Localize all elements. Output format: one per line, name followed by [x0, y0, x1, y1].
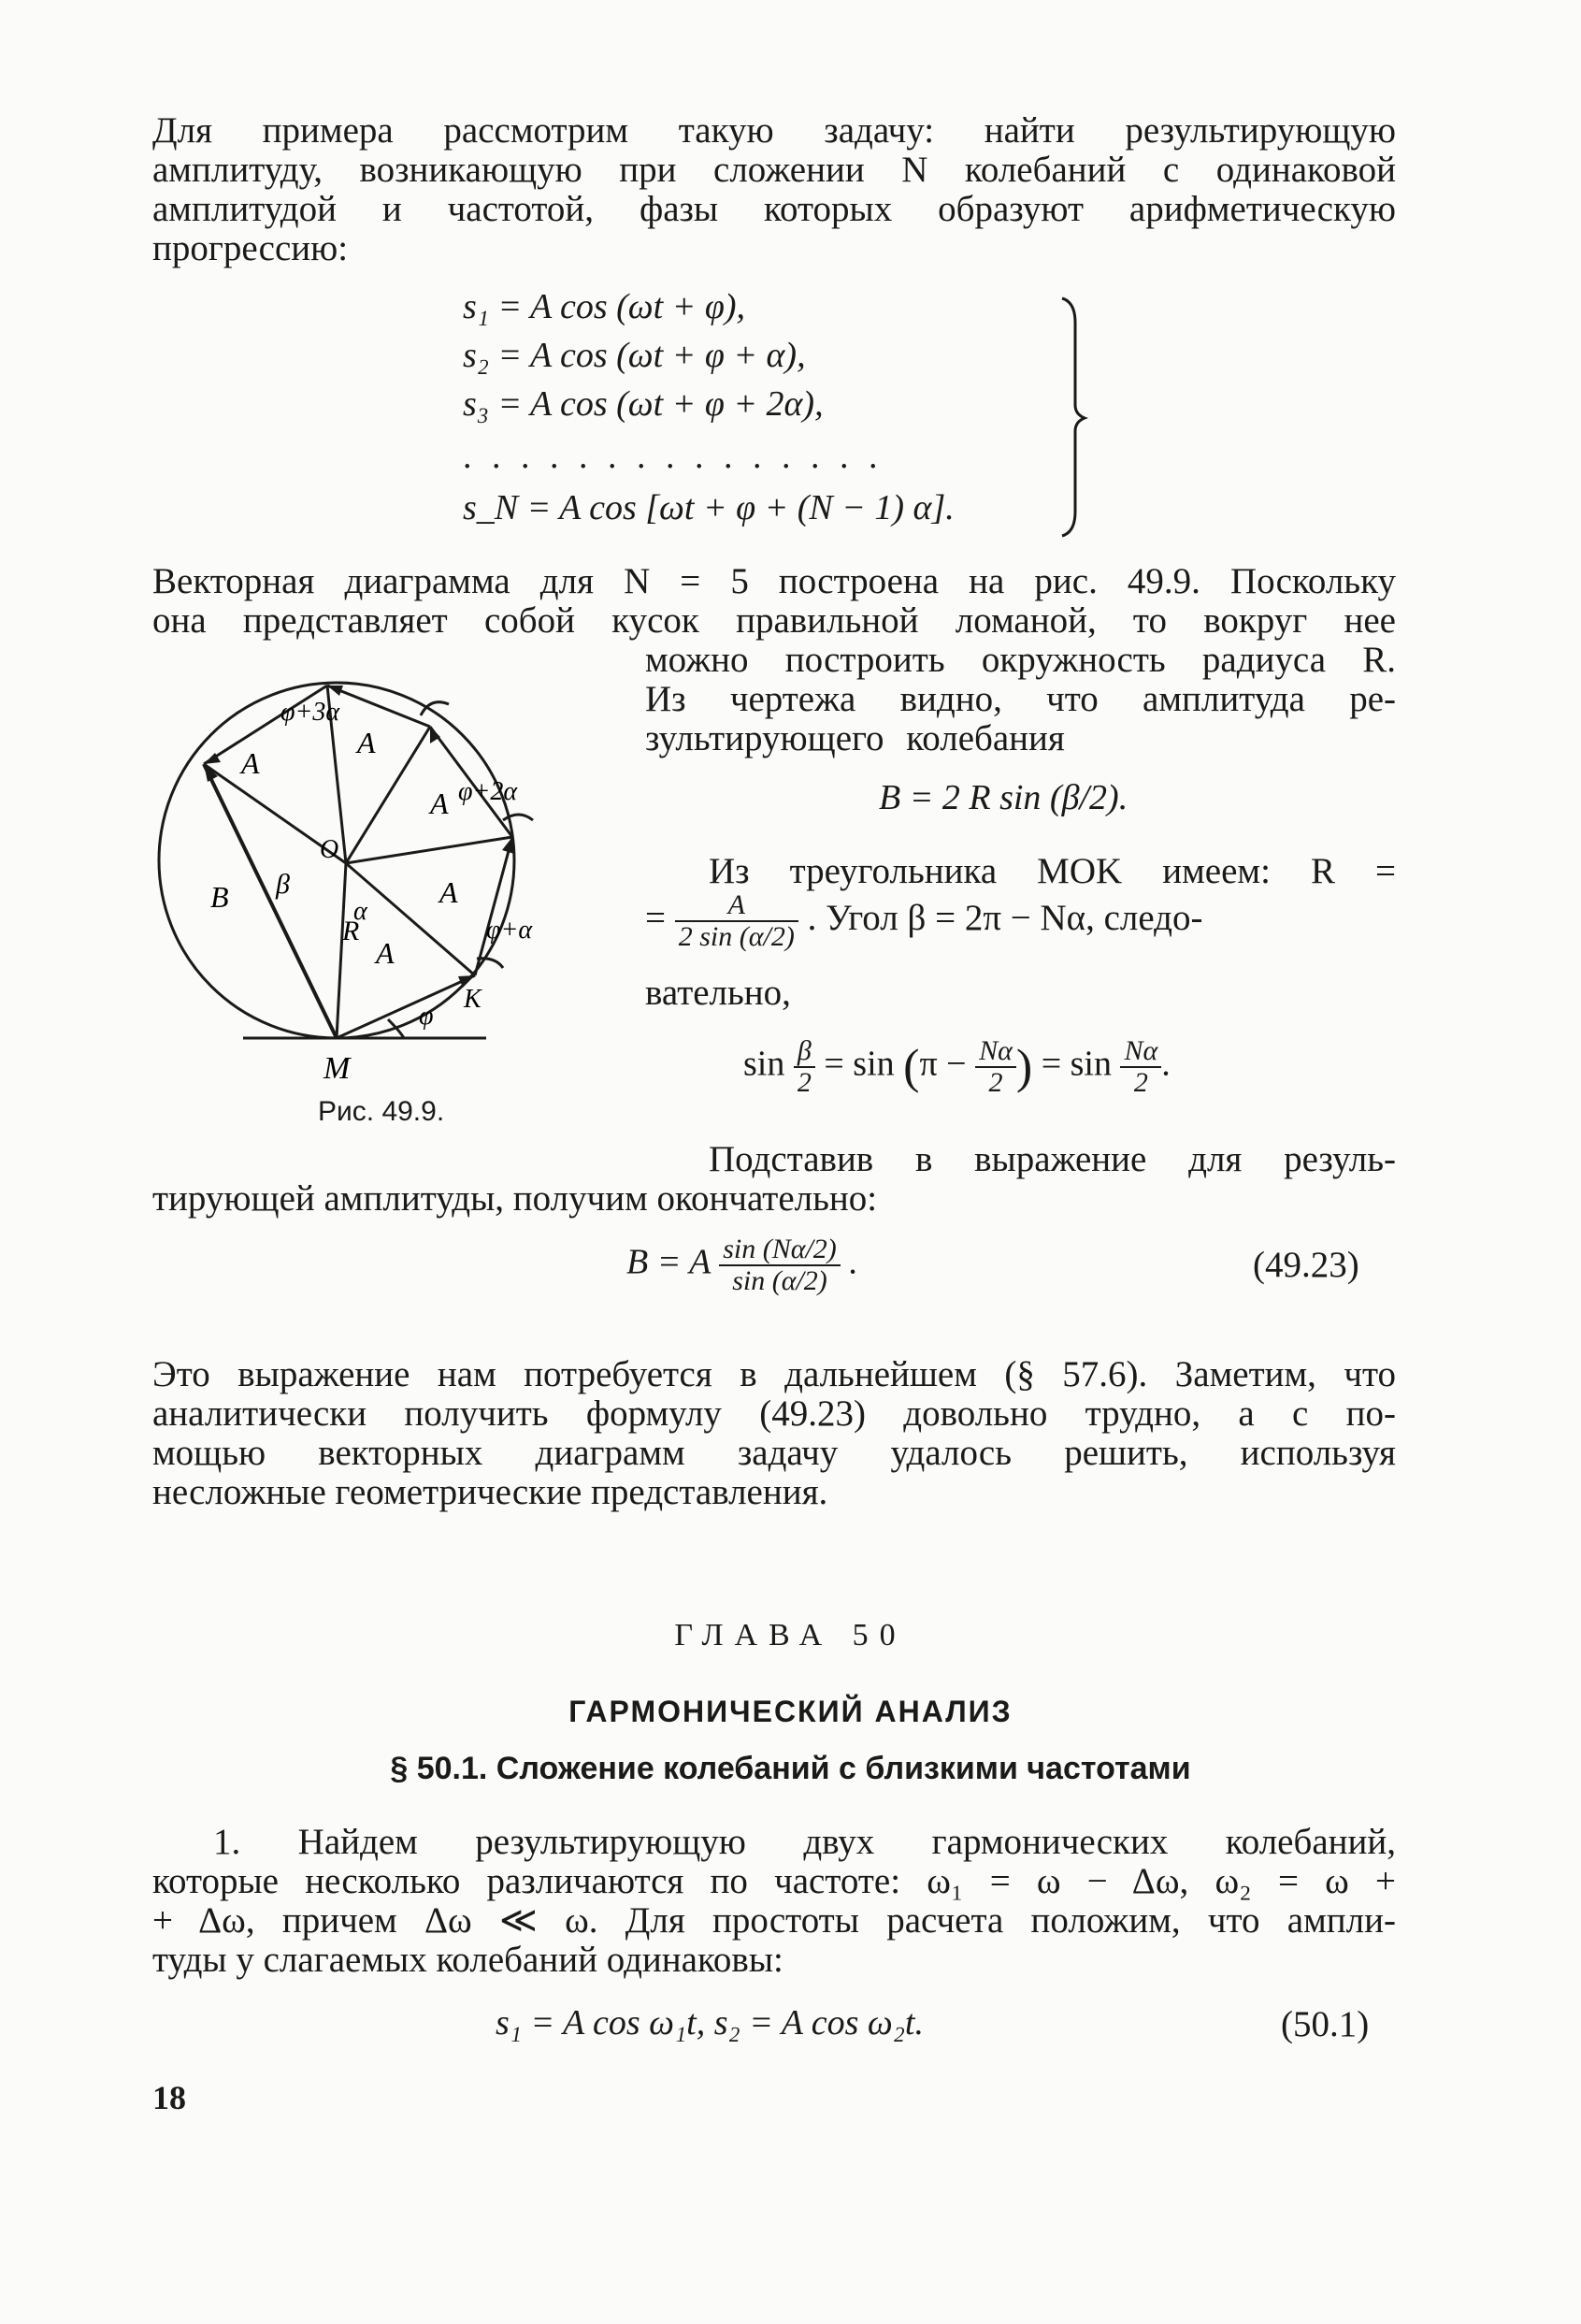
para4-line-3: + Δω, причем Δω ≪ ω. Для простоты расчета положим, что ампли-: [152, 1900, 1396, 1941]
subst-line-1: Подставив в выражение для резуль-: [709, 1139, 1396, 1179]
system-brace: [1056, 295, 1094, 538]
fraction-a-over-sin: $\frac{A}{2 \sin (\alpha/2)}$: [675, 890, 798, 952]
para2-line-2: она представляет собой кусок правильной ломаной, то вокруг нее: [152, 600, 1396, 641]
intro-line-2: амплитуду, возникающую при сложении N колебаний с одинаковой: [152, 150, 1396, 190]
figure-caption: Рис. 49.9.: [318, 1096, 445, 1127]
intro-line-4: прогрессию:: [152, 228, 349, 268]
angle-text: . Угол β = 2π − Nα, следо-: [807, 897, 1203, 938]
para4-line-1: 1. Найдем результирующую двух гармонических колебаний,: [213, 1822, 1396, 1862]
triangle-text: Из треугольника MOK имеем: R =: [709, 851, 1396, 891]
chapter-title: ГАРМОНИЧЕСКИЙ АНАЛИЗ: [568, 1695, 1013, 1728]
equation-50-1: s₁ = A cos ω₁t, s₂ = A cos ω₂t.: [496, 2003, 924, 2043]
label-m: M: [323, 1051, 351, 1086]
label-a-5: A: [376, 936, 395, 970]
system-row-1: s₁ = A cos (ωt + φ),: [463, 287, 745, 326]
para2-right-1: можно построить окружность радиуса R.: [645, 640, 1396, 680]
label-a-2: A: [357, 726, 376, 759]
subst-line-2: тирующей амплитуды, получим окончательно:: [152, 1178, 878, 1219]
angle-text-2: вательно,: [645, 973, 791, 1013]
system-row-3: s₃ = A cos (ωt + φ + 2α),: [463, 384, 824, 424]
equation-49-23: B = A $\frac{\sin (N\alpha/2)}{\sin (\alpha/2)}$ .: [626, 1234, 858, 1296]
label-a-3: A: [430, 787, 449, 820]
para3-line-2: аналитически получить формулу (49.23) довольно трудно, а с по-: [152, 1393, 1396, 1434]
para3-line-3: мощью векторных диаграмм задачу удалось решить, используя: [152, 1433, 1396, 1473]
para2-line-1: Векторная диаграмма для N = 5 построена на рис. 49.9. Поскольку: [152, 561, 1396, 601]
para3-line-4: несложные геометрические представления.: [152, 1472, 828, 1512]
label-a-1: A: [241, 746, 260, 780]
system-row-n: s_N = A cos [ωt + φ + (N − 1) α].: [463, 488, 955, 527]
label-phi-plus-alpha: φ+α: [486, 916, 533, 945]
para4-line-4: туды у слагаемых колебаний одинаковы:: [152, 1940, 783, 1980]
system-row-2: s₂ = A cos (ωt + φ + α),: [463, 336, 806, 375]
label-b: B: [210, 880, 229, 914]
label-phi-plus-2alpha: φ+2α: [458, 777, 518, 806]
label-beta: β: [276, 869, 290, 900]
label-phi: φ: [419, 1002, 434, 1031]
intro-line-1: Для примера рассмотрим такую задачу: найти результирующую: [152, 110, 1396, 151]
page-number: 18: [152, 2079, 186, 2116]
equation-number-49-23: (49.23): [1253, 1245, 1359, 1285]
para2-right-2: Из чертежа видно, что амплитуда ре-: [645, 679, 1396, 719]
label-alpha: α: [353, 897, 367, 926]
triangle-formula-line: = $\frac{A}{2 \sin (\alpha/2)}$ . Угол β = 2π − Nα, следо-: [645, 889, 1203, 952]
vector-diagram-figure: [150, 659, 636, 1108]
system-row-dots: . . . . . . . . . . . . . . .: [463, 437, 884, 476]
label-r: R: [342, 916, 360, 946]
chapter-label: ГЛАВА 50: [674, 1618, 907, 1653]
formula-b: B = 2 R sin (β/2).: [879, 778, 1128, 817]
para2-right-3: зультирующего колебания: [645, 718, 1065, 758]
intro-line-3: амплитудой и частотой, фазы которых образуют арифметическую: [152, 189, 1396, 229]
section-title: § 50.1. Сложение колебаний с близкими частотами: [390, 1751, 1191, 1786]
para4-line-2: которые несколько различаются по частоте: ω₁ = ω − Δω, ω₂ = ω +: [152, 1861, 1396, 1901]
label-phi-plus-3alpha: φ+3α: [280, 698, 340, 727]
label-o: O: [320, 835, 339, 864]
label-a-4: A: [439, 875, 458, 909]
para3-line-1: Это выражение нам потребуется в дальнейшем (§ 57.6). Заметим, что: [152, 1354, 1396, 1394]
label-k: K: [464, 985, 481, 1014]
sin-formula: sin $\frac{\beta}{2}$ = sin (π − $\frac{N\alpha}{2}$ ) = sin $\frac{N\alpha}{2}$ .: [743, 1035, 1171, 1098]
equation-number-50-1: (50.1): [1281, 2004, 1370, 2044]
